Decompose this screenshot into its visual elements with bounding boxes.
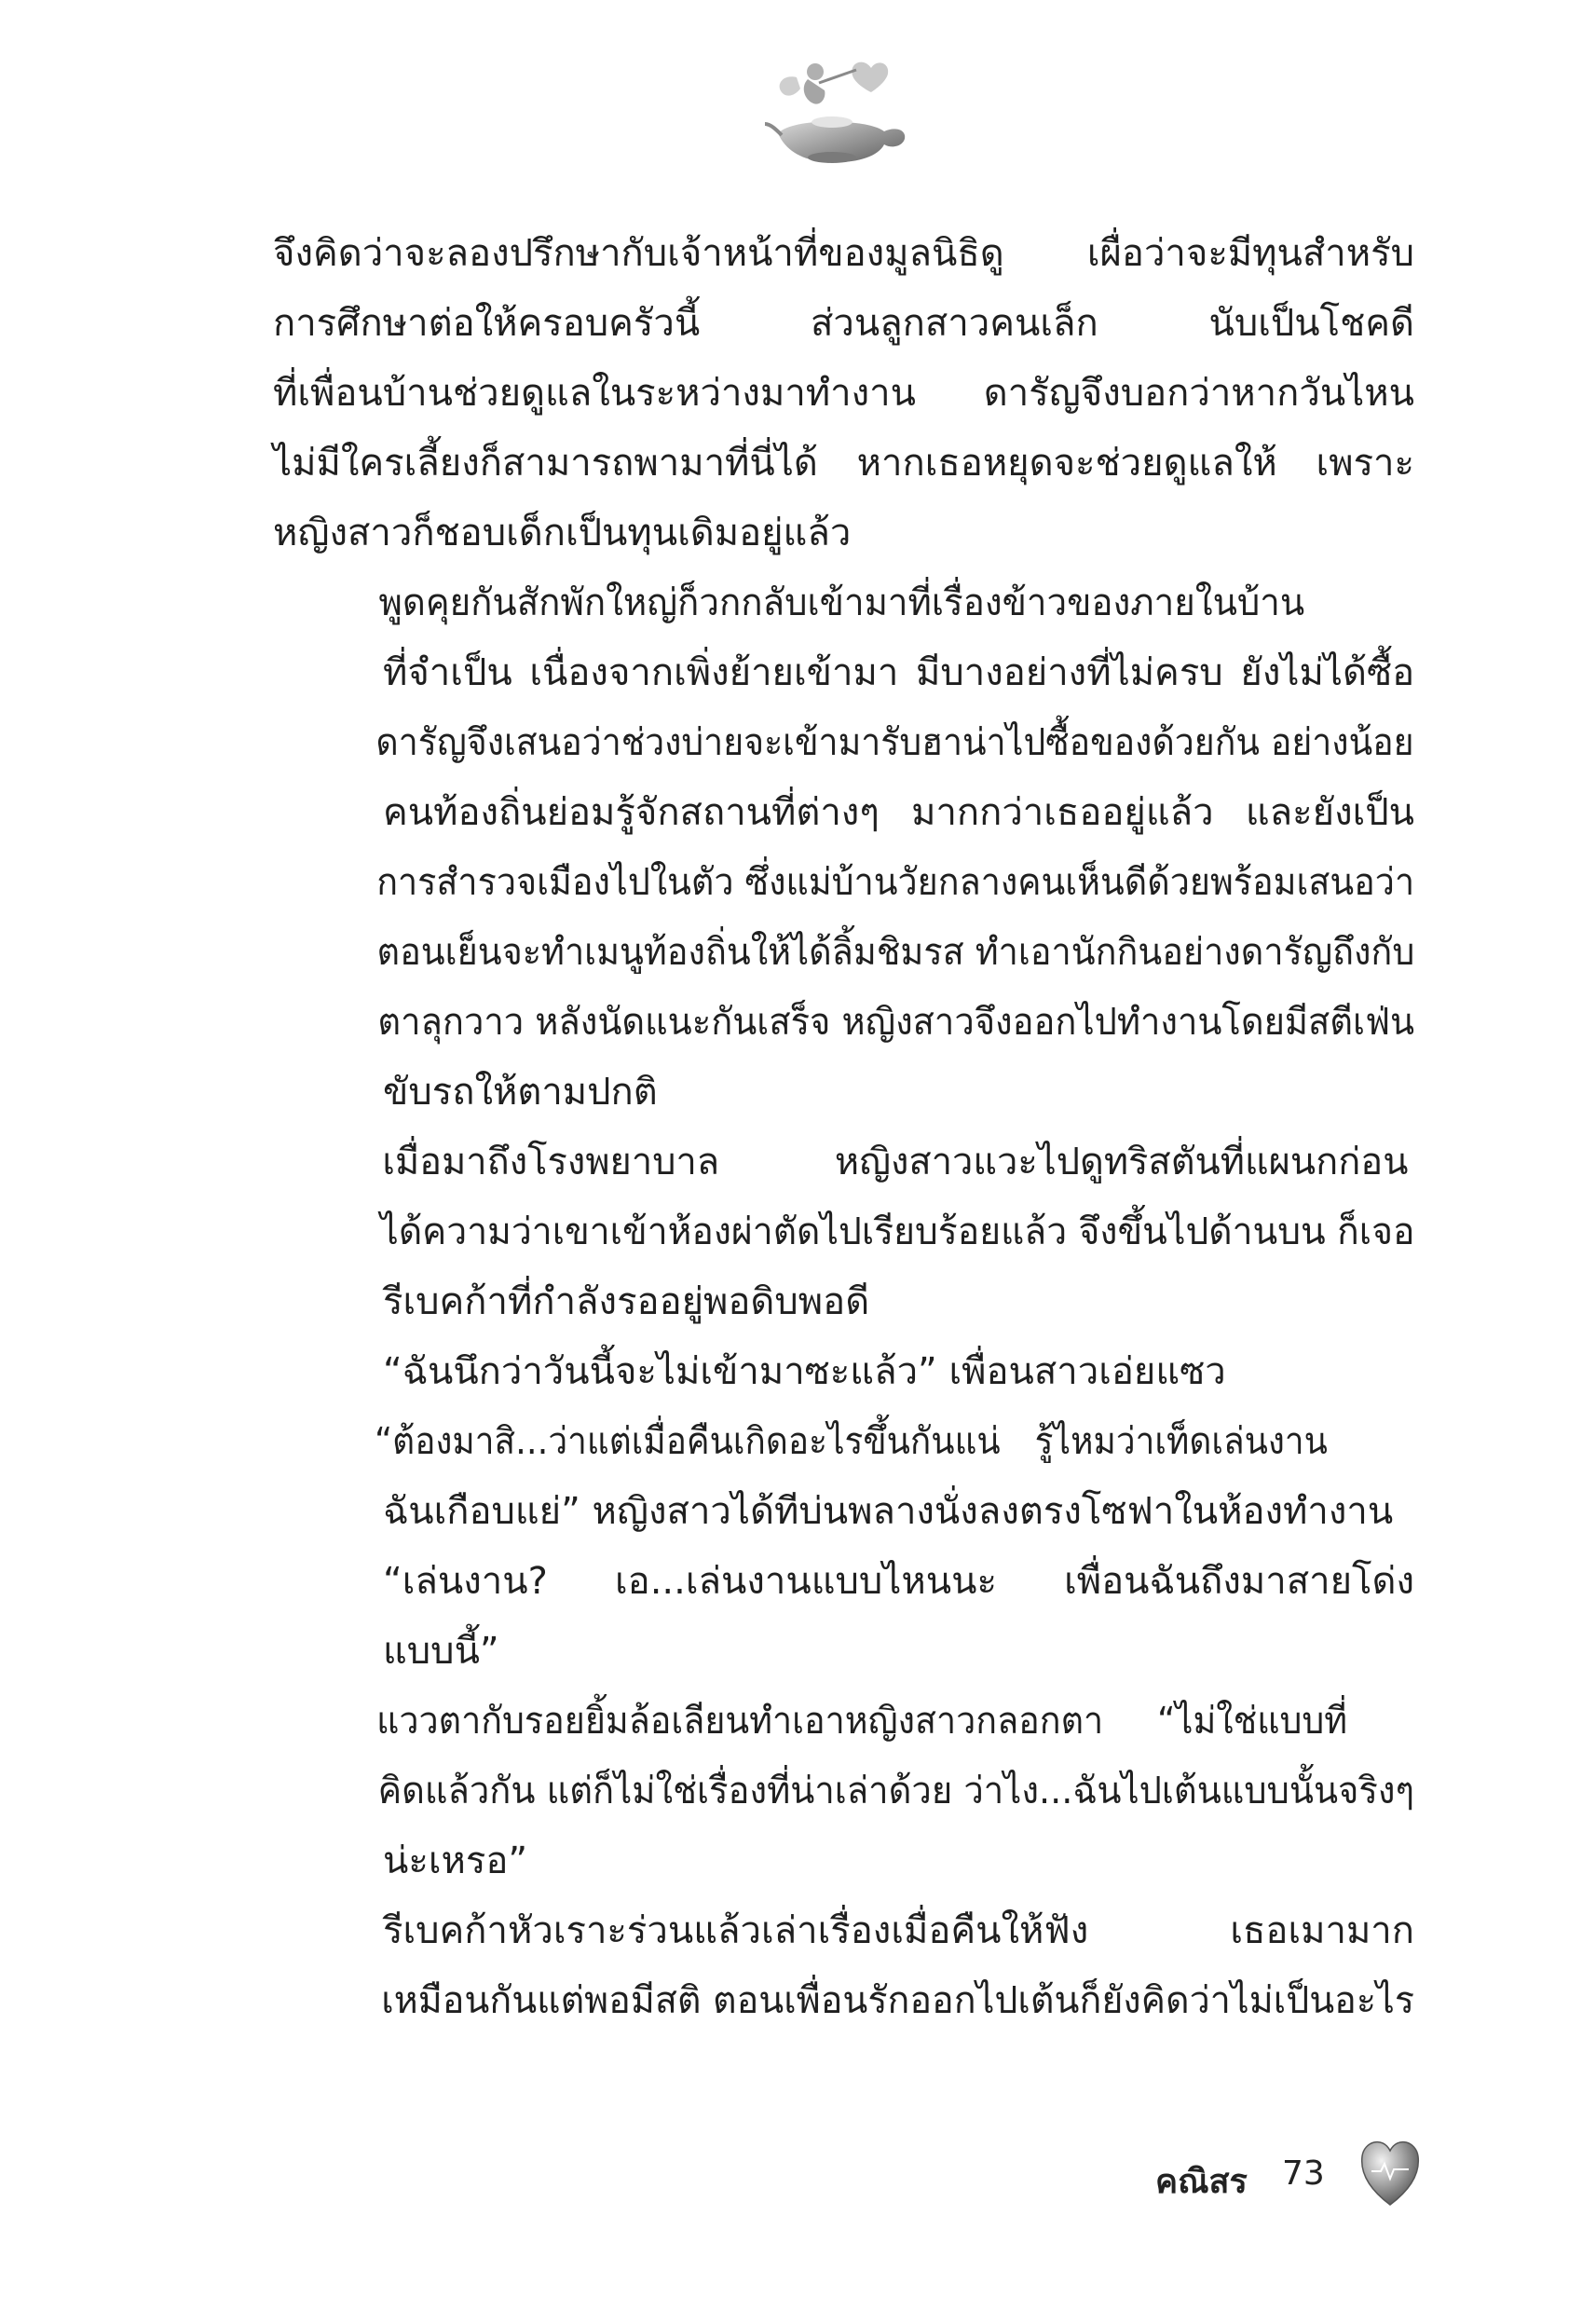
text-line: เมื่อมาถึงโรงพยาบาล หญิงสาวแวะไปดูทริสตันที่แผนกก่อน [382,1141,1409,1183]
text-line: เหมือนกันแต่พอมีสติ ตอนเพื่อนรักออกไปเต้นก็ยังคิดว่าไม่เป็นอะไร [381,1979,1415,2022]
text-line: ได้ความว่าเขาเข้าห้องผ่าตัดไปเรียบร้อยแล้ว จึงขึ้นไปด้านบน ก็เจอ [380,1210,1415,1253]
text-line: คนท้องถิ่นย่อมรู้จักสถานที่ต่างๆ มากกว่าเธออยู่แล้ว และยังเป็น [383,791,1414,834]
text-line: คิดแล้วกัน แต่ก็ไม่ใช่เรื่องที่น่าเล่าด้วย ว่าไง...ฉันไปเต้นแบบนั้นจริงๆ [377,1770,1415,1812]
paragraph [273,1687,1414,1896]
paragraph [273,1547,1414,1687]
text-line: รีเบคก้าหัวเราะร่วนแล้วเล่าเรื่องเมื่อคืนให้ฟัง เธอเมามาก [383,1909,1414,1952]
paragraph [273,1407,1414,1547]
text-line: ที่เพื่อนบ้านช่วยดูแลในระหว่างมาทำงาน ดารัญจึงบอกว่าหากวันไหน [273,372,1414,415]
text-line: แววตากับรอยยิ้มล้อเลียนทำเอาหญิงสาวกลอกตา “ไม่ใช่แบบที่ [376,1700,1348,1743]
text-line: “ต้องมาสิ...ว่าแต่เมื่อคืนเกิดอะไรขึ้นกันแน่ รู้ไหมว่าเท็ดเล่นงาน [375,1420,1328,1463]
text-line: รีเบคก้าที่กำลังรออยู่พอดิบพอดี [383,1280,870,1323]
paragraph [273,568,1414,1128]
text-line: “ฉันนึกว่าวันนี้จะไม่เข้ามาซะแล้ว” เพื่อนสาวเอ่ยแซว [383,1350,1226,1393]
text-line: พูดคุยกันสักพักใหญ่ก็วกกลับเข้ามาที่เรื่องข้าวของภายในบ้าน [378,581,1305,624]
page-number: 73 [1282,2154,1325,2193]
paragraph [273,219,1414,568]
heart-icon [1358,2134,1422,2208]
paragraph [273,1896,1414,2036]
text-line: หญิงสาวก็ชอบเด็กเป็นทุนเดิมอยู่แล้ว [273,512,852,554]
text-line: ตาลุกวาว หลังนัดแนะกันเสร็จ หญิงสาวจึงออกไปทำงานโดยมีสตีเฟ่น [377,1001,1415,1044]
text-line: ดารัญจึงเสนอว่าช่วงบ่ายจะเข้ามารับฮาน่าไปซื้อของด้วยกัน อย่างน้อย [375,721,1414,764]
text-line: ขับรถให้ตามปกติ [383,1071,658,1114]
genie-lamp-with-cupid-icon [759,51,908,172]
text-line: แบบนี้” [383,1630,499,1673]
text-line: ไม่มีใครเลี้ยงก็สามารถพามาที่นี่ได้ หากเธอหยุดจะช่วยดูแลให้ เพราะ [273,442,1414,485]
footer-author: คณิสร [1155,2163,1248,2201]
text-line: ฉันเกือบแย่” หญิงสาวได้ทีบ่นพลางนั่งลงตรงโซฟาในห้องทำงาน [383,1490,1394,1533]
text-line: น่ะเหรอ” [383,1839,528,1882]
text-line: ที่จำเป็น เนื่องจากเพิ่งย้ายเข้ามา มีบางอย่างที่ไม่ครบ ยังไม่ได้ซื้อ [383,651,1415,694]
paragraph [273,1337,1414,1407]
text-line: การสำรวจเมืองไปในตัว ซึ่งแม่บ้านวัยกลางคนเห็นดีด้วยพร้อมเสนอว่า [376,861,1415,904]
text-line: “เล่นงาน? เอ...เล่นงานแบบไหนนะ เพื่อนฉันถึงมาสายโด่ง [383,1560,1414,1603]
text-line: จึงคิดว่าจะลองปรึกษากับเจ้าหน้าที่ของมูลนิธิดู เผื่อว่าจะมีทุนสำหรับ [273,232,1414,275]
text-line: การศึกษาต่อให้ครอบครัวนี้ ส่วนลูกสาวคนเล็ก นับเป็นโชคดี [273,302,1414,345]
text-line: ตอนเย็นจะทำเมนูท้องถิ่นให้ได้ลิ้มชิมรส ทำเอานักกินอย่างดารัญถึงกับ [376,931,1415,974]
page-footer [1155,2134,1435,2218]
paragraph [273,1128,1414,1337]
body-text [273,219,1414,2036]
